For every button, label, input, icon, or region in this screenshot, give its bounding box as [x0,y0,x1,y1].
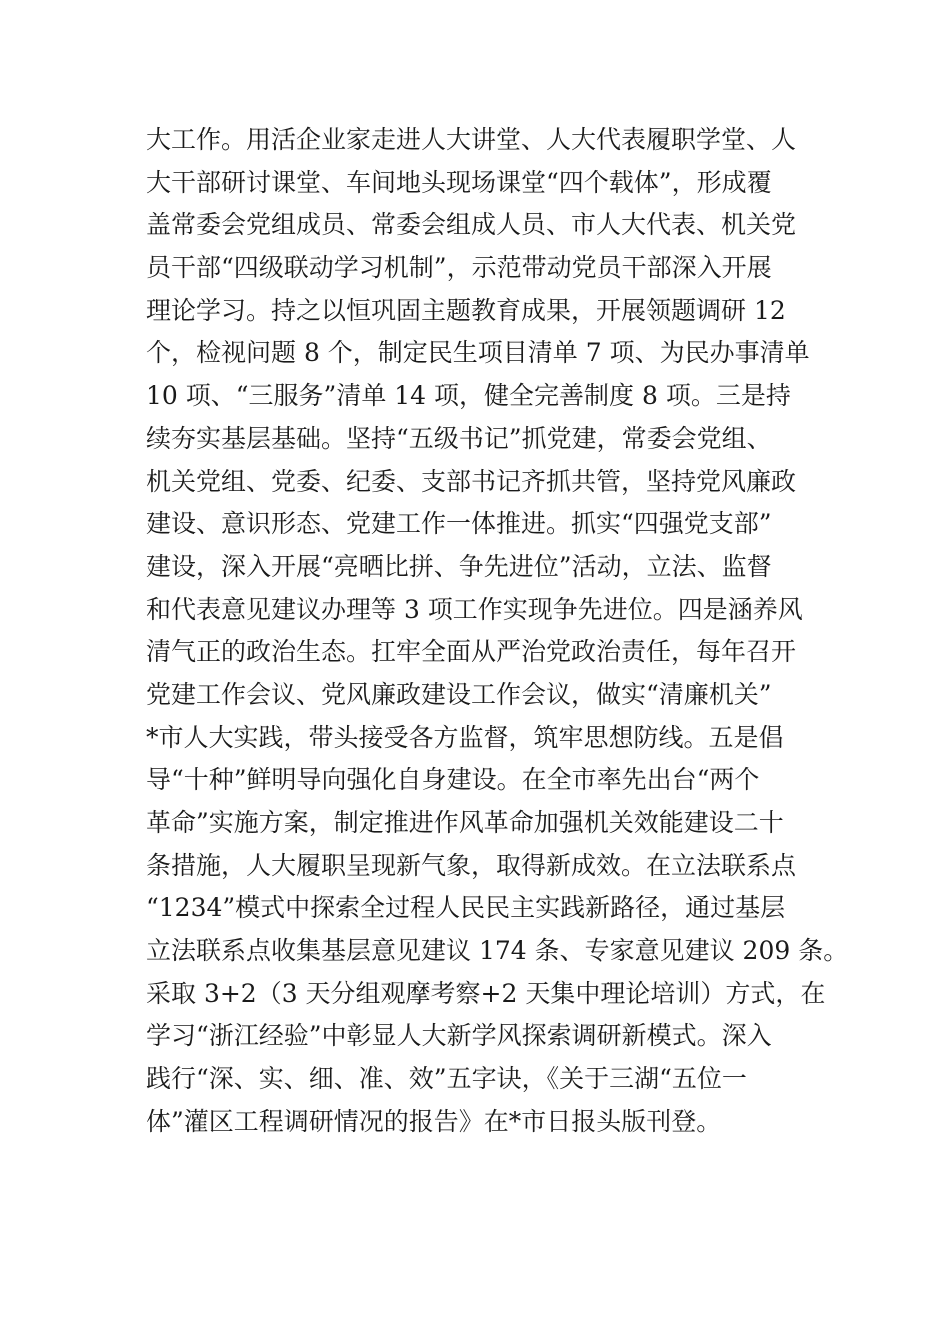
text-line: 体”灌区工程调研情况的报告》在*市日报头版刊登。 [146,1106,722,1136]
text-line: 采取 3+2（3 天分组观摩考察+2 天集中理论培训）方式，在 [146,978,826,1008]
text-line: 党建工作会议、党风廉政建设工作会议，做实“清廉机关” [146,679,772,709]
text-line: 个，检视问题 8 个，制定民生项目清单 7 项、为民办事清单 [146,338,810,368]
text-line: 员干部“四级联动学习机制”，示范带动党员干部深入开展 [146,253,772,283]
text-line: 机关党组、党委、纪委、支部书记齐抓共管，坚持党风廉政 [146,466,797,496]
text-line: 立法联系点收集基层意见建议 174 条、专家意见建议 209 条。 [146,936,849,966]
text-line: 清气正的政治生态。扛牢全面从严治党政治责任，每年召开 [146,637,797,667]
text-line: 建设，深入开展“亮晒比拼、争先进位”活动，立法、监督 [146,551,772,581]
text-line: 条措施，人大履职呈现新气象，取得新成效。在立法联系点 [146,850,797,880]
text-line: 大工作。用活企业家走进人大讲堂、人大代表履职学堂、人 [146,125,797,154]
text-line: 革命”实施方案，制定推进作风革命加强机关效能建设二十 [146,808,784,837]
text-line: 续夯实基层基础。坚持“五级书记”抓党建，常委会党组、 [146,423,772,453]
text-line: 学习“浙江经验”中彰显人大新学风探索调研新模式。深入 [146,1021,772,1051]
text-line: 盖常委会党组成员、常委会组成人员、市人大代表、机关党 [146,210,797,240]
text-line: 理论学习。持之以恒巩固主题教育成果，开展领题调研 12 [146,295,786,325]
text-line: 建设、意识形态、党建工作一体推进。抓实“四强党支部” [146,509,772,539]
text-line: 导“十种”鲜明导向强化自身建设。在全市率先出台“两个 [146,765,760,795]
text-line: 10 项、“三服务”清单 14 项，健全完善制度 8 项。三是持 [146,381,791,411]
body-text [146,119,849,1144]
text-line: 和代表意见建议办理等 3 项工作实现争先进位。四是涵养风 [146,594,803,624]
text-line: *市人大实践，带头接受各方监督，筑牢思想防线。五是倡 [146,722,784,752]
text-line: 大干部研讨课堂、车间地头现场课堂“四个载体”，形成覆 [146,167,772,197]
text-line: 践行“深、实、细、准、效”五字诀，《关于三湖“五位一 [146,1064,747,1094]
text-line: “1234”模式中探索全过程人民民主实践新路径，通过基层 [146,893,786,923]
